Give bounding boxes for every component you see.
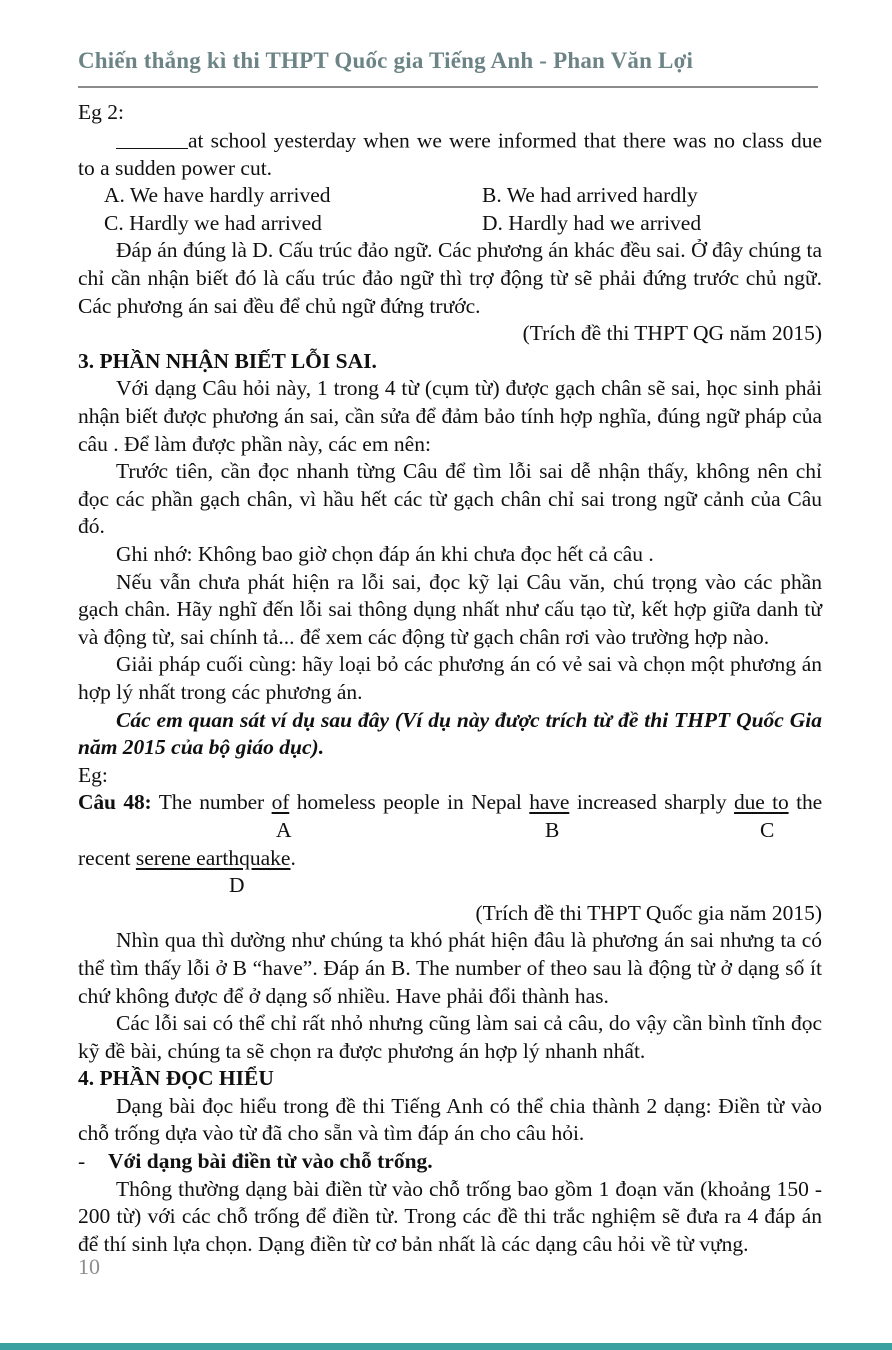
page-number: 10 xyxy=(78,1254,100,1279)
header-divider xyxy=(78,86,818,88)
underlined-option-d-words: serene earthquake xyxy=(135,845,291,870)
letter-d: D xyxy=(229,873,245,898)
option-letter-d-row xyxy=(78,872,822,900)
question-48-sentence xyxy=(78,789,822,817)
letter-a: A xyxy=(276,817,292,842)
section-4-paragraph-1: Dạng bài đọc hiểu trong đề thi Tiếng Anh có thể chia thành 2 dạng: Điền từ vào chỗ trống dựa vào từ đã cho sẵn và tìm đáp án cho câu hỏi. xyxy=(78,1093,822,1146)
footer-accent-bar xyxy=(0,1343,892,1350)
example-label: Eg: xyxy=(78,762,108,787)
example2-question-text: at school yesterday when we were informed that there was no class due to a sudden power cut. xyxy=(78,128,822,180)
options-row-1 xyxy=(78,182,822,210)
page-header-title: Chiến thắng kì thi THPT Quốc gia Tiếng Anh - Phan Văn Lợi xyxy=(78,48,694,73)
section-3-heading: 3. PHẦN NHẬN BIẾT LỖI SAI. xyxy=(78,348,377,373)
citation-thpt-qg-2015: (Trích đề thi THPT QG năm 2015) xyxy=(522,321,822,346)
question-48-text: increased sharply xyxy=(569,790,735,815)
option-b: B. We had arrived hardly xyxy=(482,183,698,208)
letter-c: C xyxy=(760,817,775,842)
letter-b: B xyxy=(545,817,560,842)
page-content xyxy=(78,99,822,1258)
example2-question xyxy=(78,127,822,183)
section-3-paragraph-1: Với dạng Câu hỏi này, 1 trong 4 từ (cụm từ) được gạch chân sẽ sai, học sinh phải nhận biết được phương án sai, cần sửa để đảm bảo tính hợp nghĩa, đúng ngữ pháp của câu . Để làm được phần này, các em nên: xyxy=(78,376,822,456)
question-48-text: homeless people in Nepal xyxy=(289,790,530,815)
option-letters-row xyxy=(78,817,822,845)
option-d: D. Hardly had we arrived xyxy=(482,210,702,235)
option-a: A. We have hardly arrived xyxy=(104,183,331,208)
section-4-paragraph-2: Thông thường dạng bài điền từ vào chỗ trống bao gồm 1 đoạn văn (khoảng 150 - 200 từ) với các chỗ trống để điền từ. Trong các đề thi trắc nghiệm sẽ đưa ra 4 đáp án để thí sinh lựa chọn. Dạng điền từ cơ bản nhất là các dạng câu hỏi về từ vựng. xyxy=(78,1176,822,1256)
question-48-text: the xyxy=(788,790,822,815)
example2-label: Eg 2: xyxy=(78,100,124,124)
citation-thpt-quoc-gia-2015: (Trích đề thi THPT Quốc gia năm 2015) xyxy=(475,900,822,925)
section-3-paragraph-5: Giải pháp cuối cùng: hãy loại bỏ các phương án có vẻ sai và chọn một phương án hợp lý nhất trong các phương án. xyxy=(78,652,822,704)
section-3-paragraph-4: Nếu vẫn chưa phát hiện ra lỗi sai, đọc kỹ lại Câu văn, chú trọng vào các phần gạch chân. Hãy nghĩ đến lỗi sai thông dụng nhất như cấu tạo từ, kết hợp giữa danh từ và động từ, sai chính tả... để xem các động từ gạch chân rơi vào trường hợp nào. xyxy=(78,569,822,649)
underlined-option-b-word: have xyxy=(529,790,570,815)
question-48-text: The number xyxy=(151,790,272,815)
section-3-paragraph-3: Ghi nhớ: Không bao giờ chọn đáp án khi chưa đọc hết cả câu . xyxy=(116,542,654,566)
options-row-2 xyxy=(78,210,822,238)
section-3-paragraph-7: Các lỗi sai có thể chỉ rất nhỏ nhưng cũng làm sai cả câu, do vậy cần bình tĩnh đọc kỹ đề bài, chúng ta sẽ chọn ra được phương án hợp lý nhanh nhất. xyxy=(78,1011,822,1063)
question-48-text: recent xyxy=(78,845,136,870)
question-48-number: Câu 48: xyxy=(78,790,152,815)
option-c: C. Hardly we had arrived xyxy=(104,210,322,235)
underlined-option-c-word: due to xyxy=(734,790,789,815)
section-3-note: Các em quan sát ví dụ sau đây (Ví dụ này được trích từ đề thi THPT Quốc Gia năm 2015 của bộ giáo dục). xyxy=(78,707,822,760)
fill-in-blank-line xyxy=(116,127,188,150)
section-3-paragraph-2: Trước tiên, cần đọc nhanh từng Câu để tìm lỗi sai dễ nhận thấy, không nên chỉ đọc các phần gạch chân, vì hầu hết các từ gạch chân chỉ sai trong ngữ cảnh của Câu đó. xyxy=(78,459,822,539)
section-4-bullet-text: Với dạng bài điền từ vào chỗ trống. xyxy=(108,1149,433,1174)
section-4-heading: 4. PHẦN ĐỌC HIỂU xyxy=(78,1066,274,1091)
example2-explanation: Đáp án đúng là D. Cấu trúc đảo ngữ. Các phương án khác đều sai. Ở đây chúng ta chỉ cần nhận biết đó là cấu trúc đảo ngữ thì trợ động từ sẽ phải đứng trước chủ ngữ. Các phương án sai đều để chủ ngữ đứng trước. xyxy=(78,238,822,318)
question-48-sentence-line-2 xyxy=(78,845,822,873)
bullet-dash: - xyxy=(78,1149,86,1174)
question-48-text: . xyxy=(290,845,296,870)
underlined-option-a-word: of xyxy=(271,790,290,815)
section-3-paragraph-6: Nhìn qua thì dường như chúng ta khó phát hiện đâu là phương án sai nhưng ta có thể tìm thấy lỗi ở B “have”. Đáp án B. The number of theo sau là động từ ở dạng số ít chứ không được để ở dạng số nhiều. Have phải đổi thành has. xyxy=(78,928,822,1008)
section-4-bullet xyxy=(78,1148,822,1176)
